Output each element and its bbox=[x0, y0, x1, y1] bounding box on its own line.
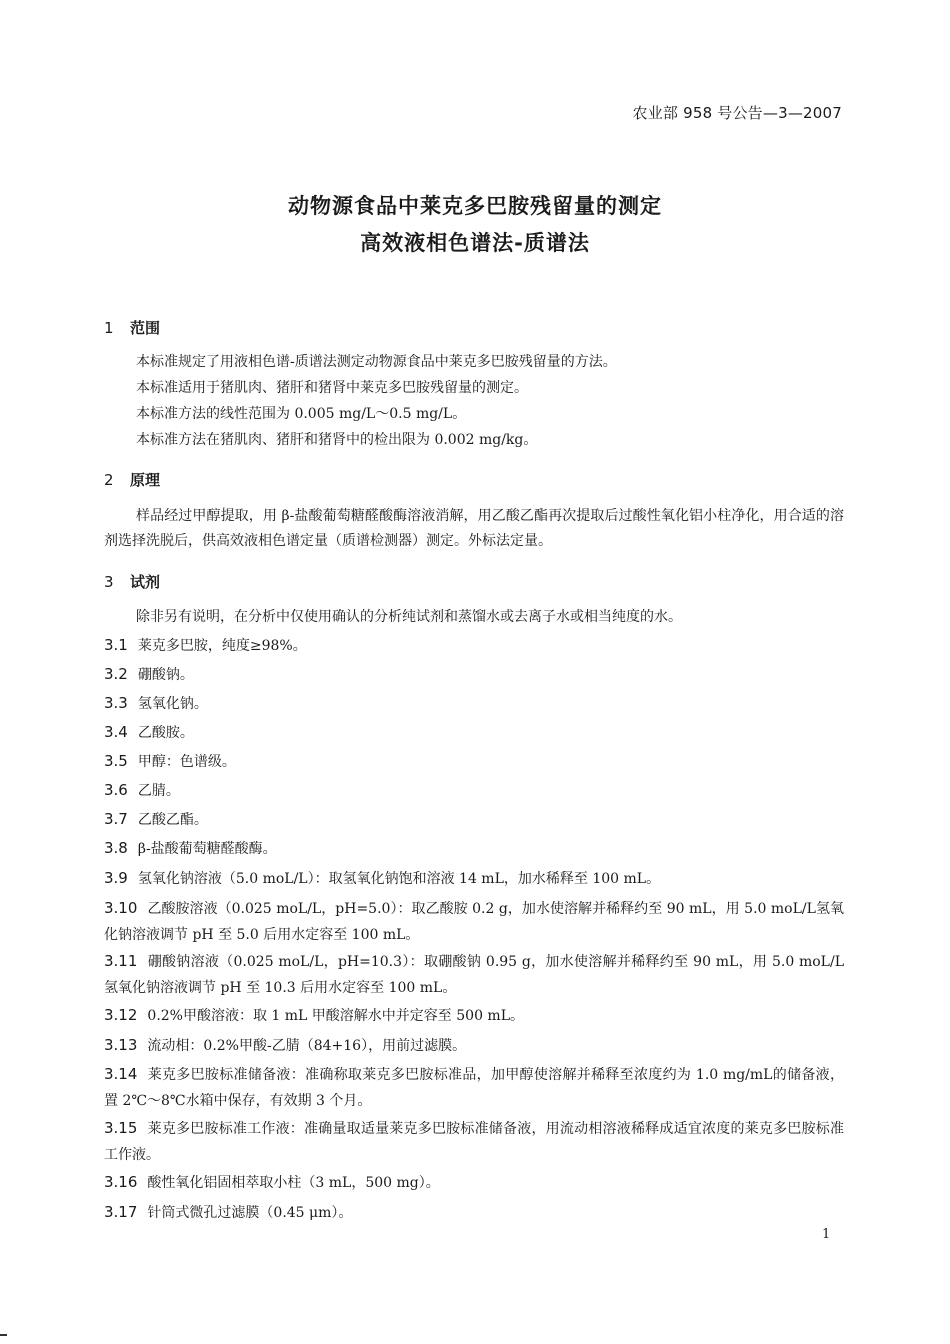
item-number: 3.13 bbox=[104, 1036, 138, 1054]
paragraph: 本标准方法的线性范围为 0.005 mg/L～0.5 mg/L。 bbox=[136, 406, 467, 422]
item-number: 3.16 bbox=[104, 1173, 138, 1191]
item-number: 3.11 bbox=[104, 952, 138, 970]
document-title: 动物源食品中莱克多巴胺残留量的测定 bbox=[288, 194, 662, 218]
list-item bbox=[104, 661, 844, 688]
list-item bbox=[104, 1002, 844, 1029]
item-number: 3.12 bbox=[104, 1006, 138, 1024]
item-number: 3.3 bbox=[104, 694, 128, 712]
item-number: 3.1 bbox=[104, 636, 128, 654]
item-text: 莱克多巴胺标准工作液：准确量取适量莱克多巴胺标准储备液，用流动相溶液稀释成适宜浓度的莱克多巴胺标准工作液。 bbox=[104, 1121, 844, 1163]
item-number: 3.14 bbox=[104, 1065, 138, 1083]
list-item bbox=[104, 865, 844, 892]
paragraph: 样品经过甲醇提取，用 β-盐酸葡萄糖醛酸酶溶液消解，用乙酸乙酯再次提取后过酸性氧化铝小柱净化，用合适的溶剂选择洗脱后，供高效液相色谱定量（质谱检测器）测定。外标法定量。 bbox=[104, 508, 844, 549]
section-number: 3 bbox=[104, 573, 114, 591]
item-text: 酸性氧化铝固相萃取小柱（3 mL，500 mg）。 bbox=[147, 1175, 440, 1191]
item-text: 流动相：0.2%甲酸-乙腈（84+16），用前过滤膜。 bbox=[147, 1038, 467, 1054]
item-number: 3.10 bbox=[104, 899, 138, 917]
item-number: 3.5 bbox=[104, 752, 128, 770]
list-item bbox=[104, 690, 844, 717]
paragraph: 除非另有说明，在分析中仅使用确认的分析纯试剂和蒸馏水或去离子水或相当纯度的水。 bbox=[136, 609, 682, 625]
paragraph: 本标准规定了用液相色谱-质谱法测定动物源食品中莱克多巴胺残留量的方法。 bbox=[136, 354, 617, 370]
item-text: 甲醇：色谱级。 bbox=[137, 754, 236, 770]
list-item bbox=[104, 1169, 844, 1196]
page-number: 1 bbox=[822, 1227, 831, 1242]
section-name: 原理 bbox=[130, 471, 161, 489]
item-text: 乙酸胺溶液（0.025 moL/L，pH=5.0）：取乙酸胺 0.2 g，加水使溶解并稀释约至 90 mL，用 5.0 moL/L氢氧化钠溶液调节 pH 至 5.0 后用水定容至 100 mL。 bbox=[104, 901, 844, 943]
list-item bbox=[104, 835, 844, 862]
item-text: 硼酸钠。 bbox=[137, 667, 194, 683]
scan-edge-mark bbox=[0, 1334, 7, 1336]
item-text: 针筒式微孔过滤膜（0.45 μm）。 bbox=[147, 1205, 353, 1221]
item-text: 氢氧化钠溶液（5.0 moL/L）：取氢氧化钠饱和溶液 14 mL，加水稀释至 100 mL。 bbox=[137, 871, 661, 887]
list-item bbox=[104, 748, 844, 775]
item-text: 硼酸钠溶液（0.025 moL/L，pH=10.3）：取硼酸钠 0.95 g，加水使溶解并稀释约至 90 mL，用 5.0 moL/L 氢氧化钠溶液调节 pH 至 10.3 后用水定容至 100 mL。 bbox=[104, 954, 844, 996]
item-text: 0.2%甲酸溶液：取 1 mL 甲酸溶解水中并定容至 500 mL。 bbox=[147, 1008, 524, 1024]
item-number: 3.9 bbox=[104, 869, 128, 887]
item-text: 乙腈。 bbox=[137, 783, 180, 799]
item-number: 3.6 bbox=[104, 781, 128, 799]
item-number: 3.17 bbox=[104, 1203, 138, 1221]
item-number: 3.4 bbox=[104, 723, 128, 741]
item-text: 乙酸胺。 bbox=[137, 725, 194, 741]
paragraph: 本标准适用于猪肌肉、猪肝和猪肾中莱克多巴胺残留量的测定。 bbox=[136, 380, 528, 396]
list-item bbox=[104, 1115, 844, 1168]
paragraph: 本标准方法在猪肌肉、猪肝和猪肾中的检出限为 0.002 mg/kg。 bbox=[136, 432, 538, 448]
section-number: 2 bbox=[104, 471, 114, 489]
list-item bbox=[104, 777, 844, 804]
list-item bbox=[104, 895, 844, 948]
list-item bbox=[104, 948, 844, 1001]
document-subtitle: 高效液相色谱法-质谱法 bbox=[360, 231, 590, 255]
section-name: 范围 bbox=[130, 319, 161, 337]
item-number: 3.2 bbox=[104, 665, 128, 683]
list-item bbox=[104, 1032, 844, 1059]
list-item bbox=[104, 1199, 844, 1226]
list-item bbox=[104, 806, 844, 833]
section-name: 试剂 bbox=[130, 573, 161, 591]
item-text: 乙酸乙酯。 bbox=[137, 812, 208, 828]
item-number: 3.7 bbox=[104, 810, 128, 828]
list-item bbox=[104, 632, 844, 659]
item-text: 氢氧化钠。 bbox=[137, 696, 208, 712]
list-item bbox=[104, 1061, 844, 1114]
standard-code: 农业部 958 号公告—3—2007 bbox=[632, 104, 842, 122]
item-text: 莱克多巴胺标准储备液：准确称取莱克多巴胺标准品，加甲醇使溶解并稀释至浓度约为 1.0 mg/mL的储备液，置 2℃～8℃水箱中保存，有效期 3 个月。 bbox=[104, 1067, 844, 1109]
section-heading-scope bbox=[104, 317, 160, 338]
item-text: 莱克多巴胺，纯度≥98%。 bbox=[137, 638, 307, 654]
list-item bbox=[104, 719, 844, 746]
section-heading-reagents bbox=[104, 571, 160, 592]
item-text: β-盐酸葡萄糖醛酸酶。 bbox=[137, 841, 277, 857]
item-number: 3.8 bbox=[104, 839, 128, 857]
item-number: 3.15 bbox=[104, 1119, 138, 1137]
section-heading-principle bbox=[104, 469, 160, 490]
section-number: 1 bbox=[104, 319, 114, 337]
